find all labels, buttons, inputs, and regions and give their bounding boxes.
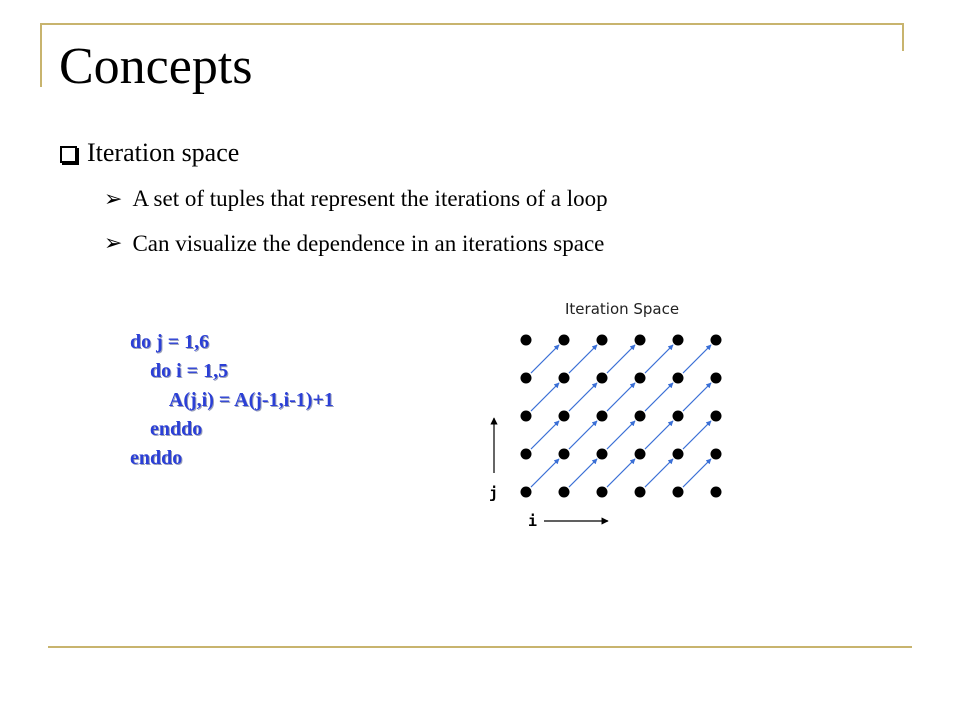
frame-bottom-line bbox=[48, 646, 912, 648]
iteration-point bbox=[673, 449, 684, 460]
frame-left-line bbox=[40, 23, 42, 87]
slide-title: Concepts bbox=[59, 38, 253, 95]
iteration-point bbox=[559, 373, 570, 384]
arrow-bullet-icon: ➢ bbox=[104, 230, 123, 256]
iteration-point bbox=[635, 411, 646, 422]
code-line: do i = 1,5 bbox=[130, 360, 229, 382]
diagram-title: Iteration Space bbox=[565, 300, 680, 318]
iteration-space-diagram bbox=[480, 288, 740, 538]
frame-top-line bbox=[40, 23, 904, 25]
iteration-point bbox=[597, 487, 608, 498]
i-axis-label: i bbox=[528, 512, 538, 530]
frame-right-line bbox=[902, 23, 904, 51]
code-block bbox=[130, 328, 334, 473]
dependence-arrow bbox=[531, 345, 559, 373]
dependence-arrow bbox=[531, 421, 559, 449]
code-line: enddo bbox=[130, 447, 183, 469]
iteration-point bbox=[711, 449, 722, 460]
dependence-arrow bbox=[569, 383, 597, 411]
iteration-point bbox=[559, 335, 570, 346]
iteration-space-svg bbox=[480, 288, 740, 538]
dependence-arrow bbox=[607, 459, 635, 487]
iteration-point bbox=[597, 373, 608, 384]
code-line: A(j,i) = A(j-1,i-1)+1 bbox=[130, 389, 334, 411]
bullet-level1-text: Iteration space bbox=[87, 138, 240, 167]
dependence-arrow bbox=[607, 421, 635, 449]
square-bullet-icon bbox=[60, 146, 77, 163]
bullet-level2-text: A set of tuples that represent the iterations of a loop bbox=[132, 186, 608, 211]
iteration-point bbox=[635, 335, 646, 346]
j-axis-label: j bbox=[489, 484, 499, 502]
iteration-point bbox=[673, 373, 684, 384]
dependence-arrow bbox=[645, 383, 673, 411]
iteration-point bbox=[559, 487, 570, 498]
code-line: do j = 1,6 bbox=[130, 331, 210, 353]
iteration-point bbox=[521, 449, 532, 460]
iteration-point bbox=[711, 373, 722, 384]
dependence-arrow bbox=[683, 345, 711, 373]
iteration-point bbox=[521, 487, 532, 498]
iteration-point bbox=[597, 411, 608, 422]
iteration-point bbox=[559, 449, 570, 460]
bullet-list bbox=[60, 138, 608, 257]
iteration-point bbox=[521, 411, 532, 422]
iteration-point bbox=[521, 335, 532, 346]
bullet-level2-item bbox=[104, 230, 608, 258]
arrow-bullet-icon: ➢ bbox=[104, 185, 123, 211]
bullet-level2-text: Can visualize the dependence in an iterations space bbox=[132, 230, 605, 256]
code-line: enddo bbox=[130, 418, 203, 440]
dependence-arrow bbox=[683, 383, 711, 411]
iteration-point bbox=[673, 487, 684, 498]
dependence-arrow bbox=[531, 459, 559, 487]
iteration-point bbox=[711, 335, 722, 346]
dependence-arrows bbox=[531, 345, 711, 487]
iteration-point bbox=[597, 335, 608, 346]
dependence-arrow bbox=[645, 345, 673, 373]
iteration-point bbox=[635, 487, 646, 498]
iteration-point bbox=[521, 373, 532, 384]
dependence-arrow bbox=[569, 421, 597, 449]
dependence-arrow bbox=[607, 345, 635, 373]
iteration-point bbox=[597, 449, 608, 460]
iteration-point bbox=[711, 411, 722, 422]
dependence-arrow bbox=[645, 459, 673, 487]
dependence-arrow bbox=[683, 459, 711, 487]
iteration-point bbox=[673, 411, 684, 422]
dependence-arrow bbox=[569, 345, 597, 373]
dependence-arrow bbox=[645, 421, 673, 449]
iteration-point bbox=[635, 449, 646, 460]
dependence-arrow bbox=[607, 383, 635, 411]
iteration-point bbox=[711, 487, 722, 498]
bullet-level2-item bbox=[104, 185, 608, 213]
dependence-arrow bbox=[683, 421, 711, 449]
iteration-point bbox=[635, 373, 646, 384]
iteration-point bbox=[559, 411, 570, 422]
bullet-level1 bbox=[60, 138, 608, 168]
iteration-point bbox=[673, 335, 684, 346]
dependence-arrow bbox=[569, 459, 597, 487]
dependence-arrow bbox=[531, 383, 559, 411]
